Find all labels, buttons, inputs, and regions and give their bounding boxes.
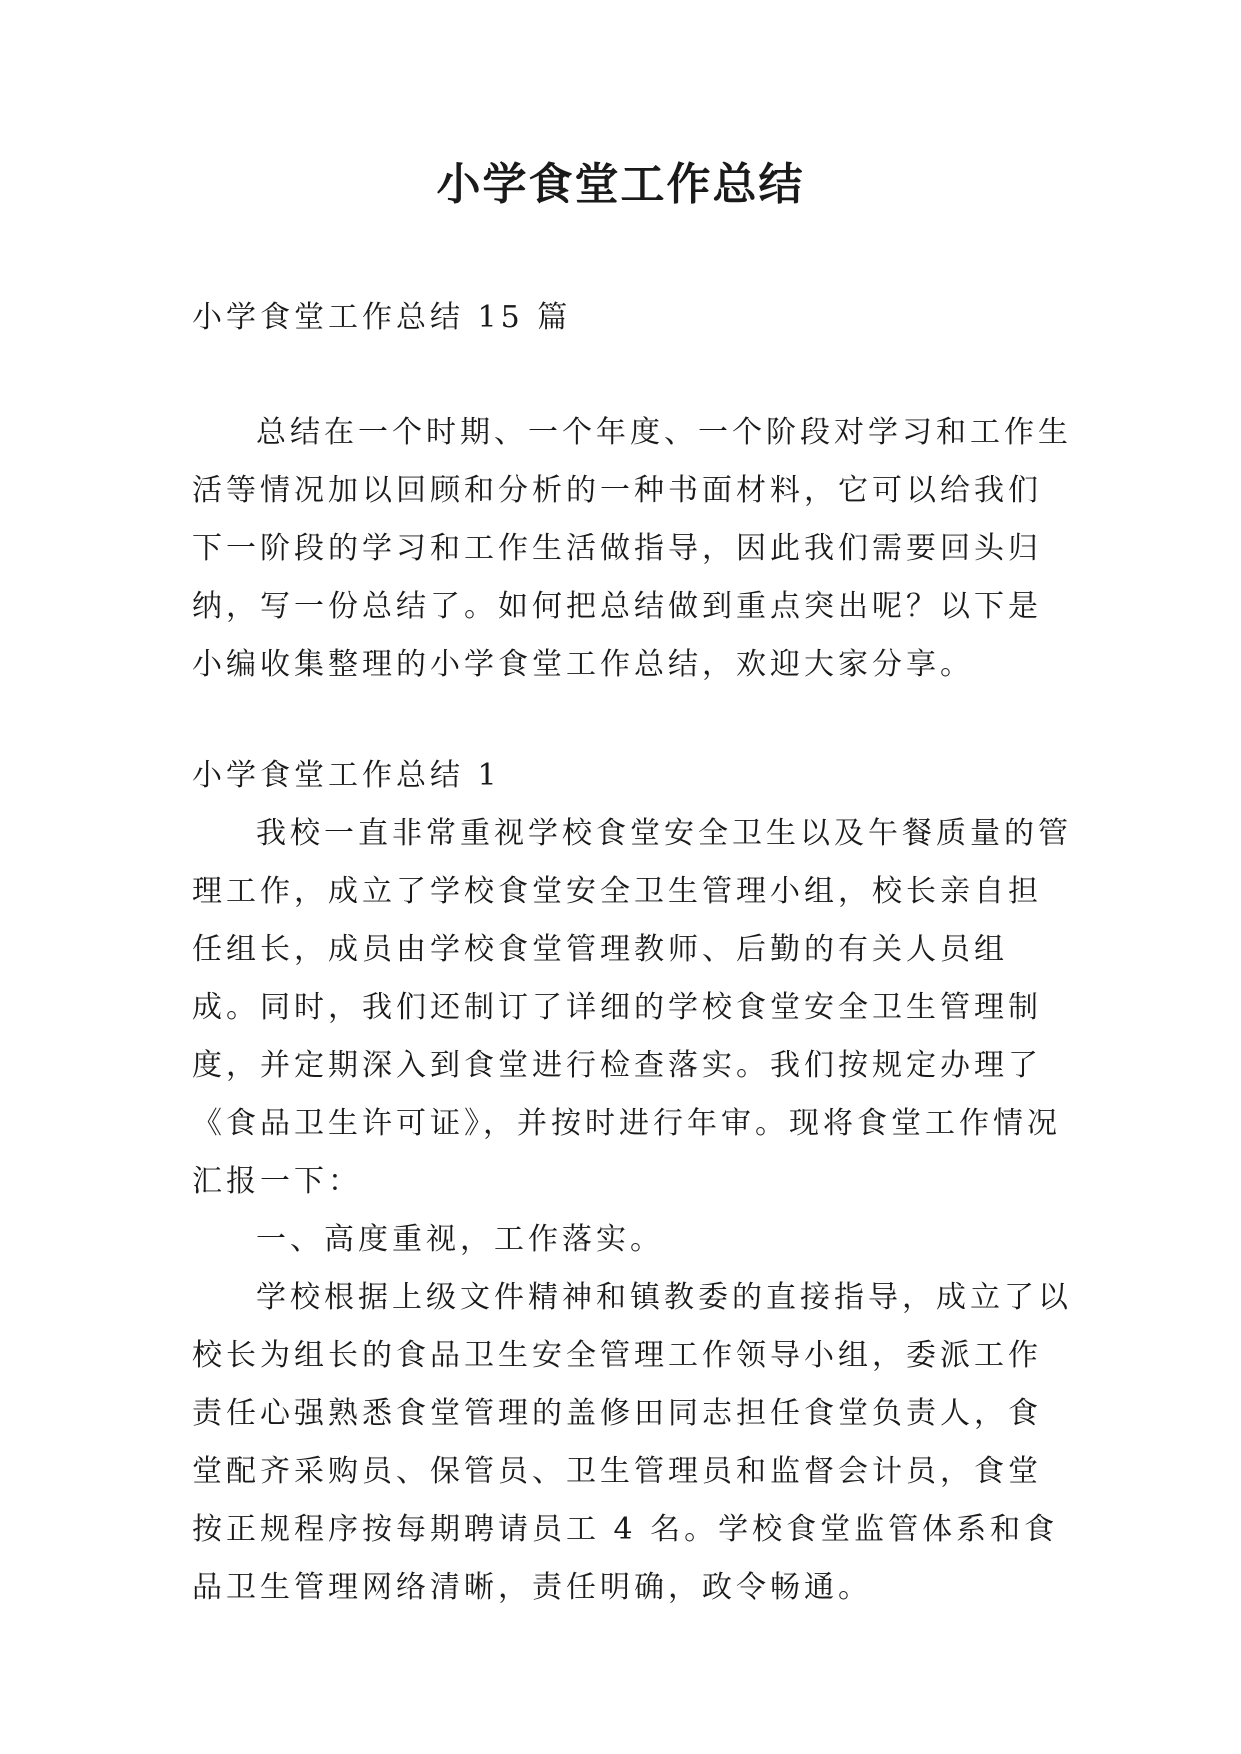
intro-paragraph: 总结在一个时期、一个年度、一个阶段对学习和工作生活等情况加以回顾和分析的一种书面材料，它可以给我们下一阶段的学习和工作生活做指导，因此我们需要回头归纳，写一份总结了。如何把总结做到重点突出呢？以下是小编收集整理的小学食堂工作总结，欢迎大家分享。: [192, 415, 1072, 682]
section-body: [192, 805, 1072, 1617]
section-heading: 小学食堂工作总结 1: [192, 758, 501, 793]
document-title: 小学食堂工作总结: [436, 159, 805, 210]
section-subheading: 一、高度重视，工作落实。: [256, 1222, 664, 1257]
section-paragraph: 我校一直非常重视学校食堂安全卫生以及午餐质量的管理工作，成立了学校食堂安全卫生管理小组，校长亲自担任组长，成员由学校食堂管理教师、后勤的有关人员组成。同时，我们还制订了详细的学校食堂安全卫生管理制度，并定期深入到食堂进行检查落实。我们按规定办理了《食品卫生许可证》，并按时进行年审。现将食堂工作情况汇报一下：: [192, 816, 1072, 1199]
document-subtitle: 小学食堂工作总结 15 篇: [192, 300, 572, 335]
section-paragraph: 学校根据上级文件精神和镇教委的直接指导，成立了以校长为组长的食品卫生安全管理工作领导小组，委派工作责任心强熟悉食堂管理的盖修田同志担任食堂负责人，食堂配齐采购员、保管员、卫生管理员和监督会计员，食堂按正规程序按每期聘请员工 4 名。学校食堂监管体系和食品卫生管理网络清晰，责任明确，政令畅通。: [192, 1280, 1072, 1605]
